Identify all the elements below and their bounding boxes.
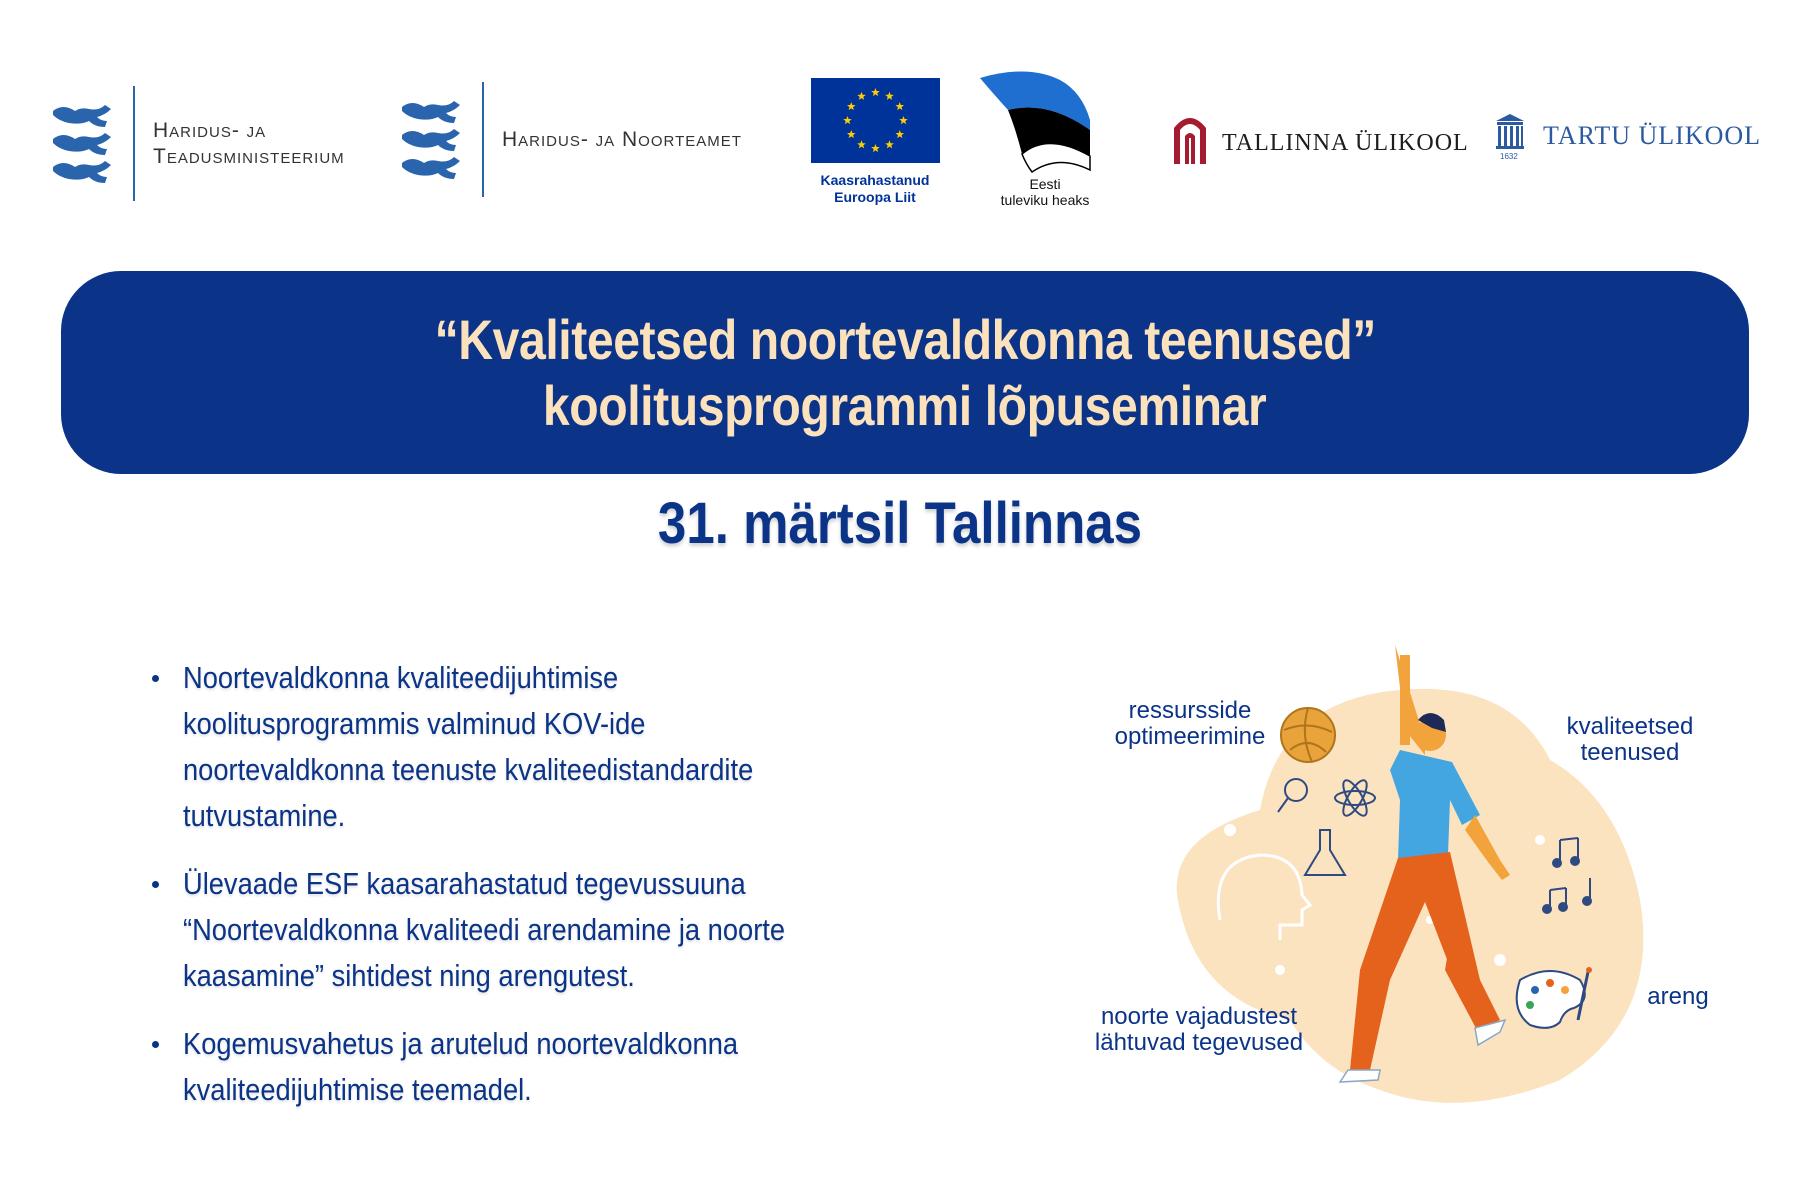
tartu-university-name: TARTU ÜLIKOOL (1543, 121, 1762, 150)
tartu-founding-year: 1632 (1500, 152, 1518, 161)
agenda-item-text: Kogemusvahetus ja arutelud noortevaldkonna kvaliteedijuhtimise teemadel. (183, 1026, 739, 1107)
logo-divider (482, 82, 484, 197)
tallinn-university-name: TALLINNA ÜLIKOOL (1222, 130, 1469, 156)
agenda-item (150, 655, 950, 839)
eu-star (895, 130, 904, 138)
eu-star (899, 116, 908, 124)
agenda-item (150, 1021, 950, 1113)
agenda-item (150, 861, 950, 999)
eu-star (885, 140, 894, 148)
eu-star (871, 88, 880, 96)
eu-star (843, 116, 852, 124)
label-resource-optimization: ressursside optimeerimine (1114, 697, 1266, 750)
title-banner (61, 271, 1749, 474)
eu-star (885, 92, 894, 100)
eu-cofunded-caption: Kaasrahastanud Euroopa Liit (820, 172, 930, 205)
youth-activities-illustration (1080, 640, 1760, 1120)
ministry-name: Haridus- ja Teadusministeerium (153, 118, 345, 168)
eu-star (895, 102, 904, 110)
label-quality-services: kvaliteetsed teenused (1566, 713, 1694, 766)
estonian-flag-wave-icon (978, 70, 1098, 175)
estonia-caption: Eesti tuleviku heaks (1000, 176, 1090, 208)
bullet-icon (152, 881, 159, 888)
youth-board-logo (398, 82, 742, 197)
agenda-item-text: Ülevaade ESF kaasarahastatud tegevussuuna “Noortevaldkonna kvaliteedi arendamine ja noorte kaasamine” sihtidest ning arengutest. (183, 866, 786, 993)
event-title-line2: koolitusprogrammi lõpuseminar (543, 373, 1267, 437)
event-title-line1: “Kvaliteetsed noortevaldkonna teenused” (434, 307, 1376, 371)
bullet-icon (152, 1041, 159, 1048)
event-date-location: 31. märtsil Tallinnas (657, 491, 1143, 556)
eu-star (857, 140, 866, 148)
logo-divider (133, 86, 135, 201)
eu-star (871, 144, 880, 152)
label-youth-needs-activities: noorte vajadustest lähtuvad tegevused (1094, 1003, 1304, 1056)
ministry-of-education-logo (49, 86, 345, 201)
estonian-coat-of-arms-icon (398, 97, 464, 183)
agenda-list (150, 655, 950, 1135)
label-development: areng (1647, 983, 1709, 1010)
eu-star (857, 92, 866, 100)
eu-flag-icon (811, 78, 940, 163)
tallinn-university-icon (1170, 106, 1210, 166)
bullet-icon (152, 675, 159, 682)
agenda-item-text: Noortevaldkonna kvaliteedijuhtimise koolitusprogrammis valminud KOV-ide noortevaldkonna teenuste kvaliteedistandardite tutvustamine. (183, 660, 754, 833)
agency-name: Haridus- ja Noorteamet (502, 127, 742, 151)
eu-star (847, 130, 856, 138)
eu-star (847, 102, 856, 110)
estonian-coat-of-arms-icon (49, 101, 115, 187)
